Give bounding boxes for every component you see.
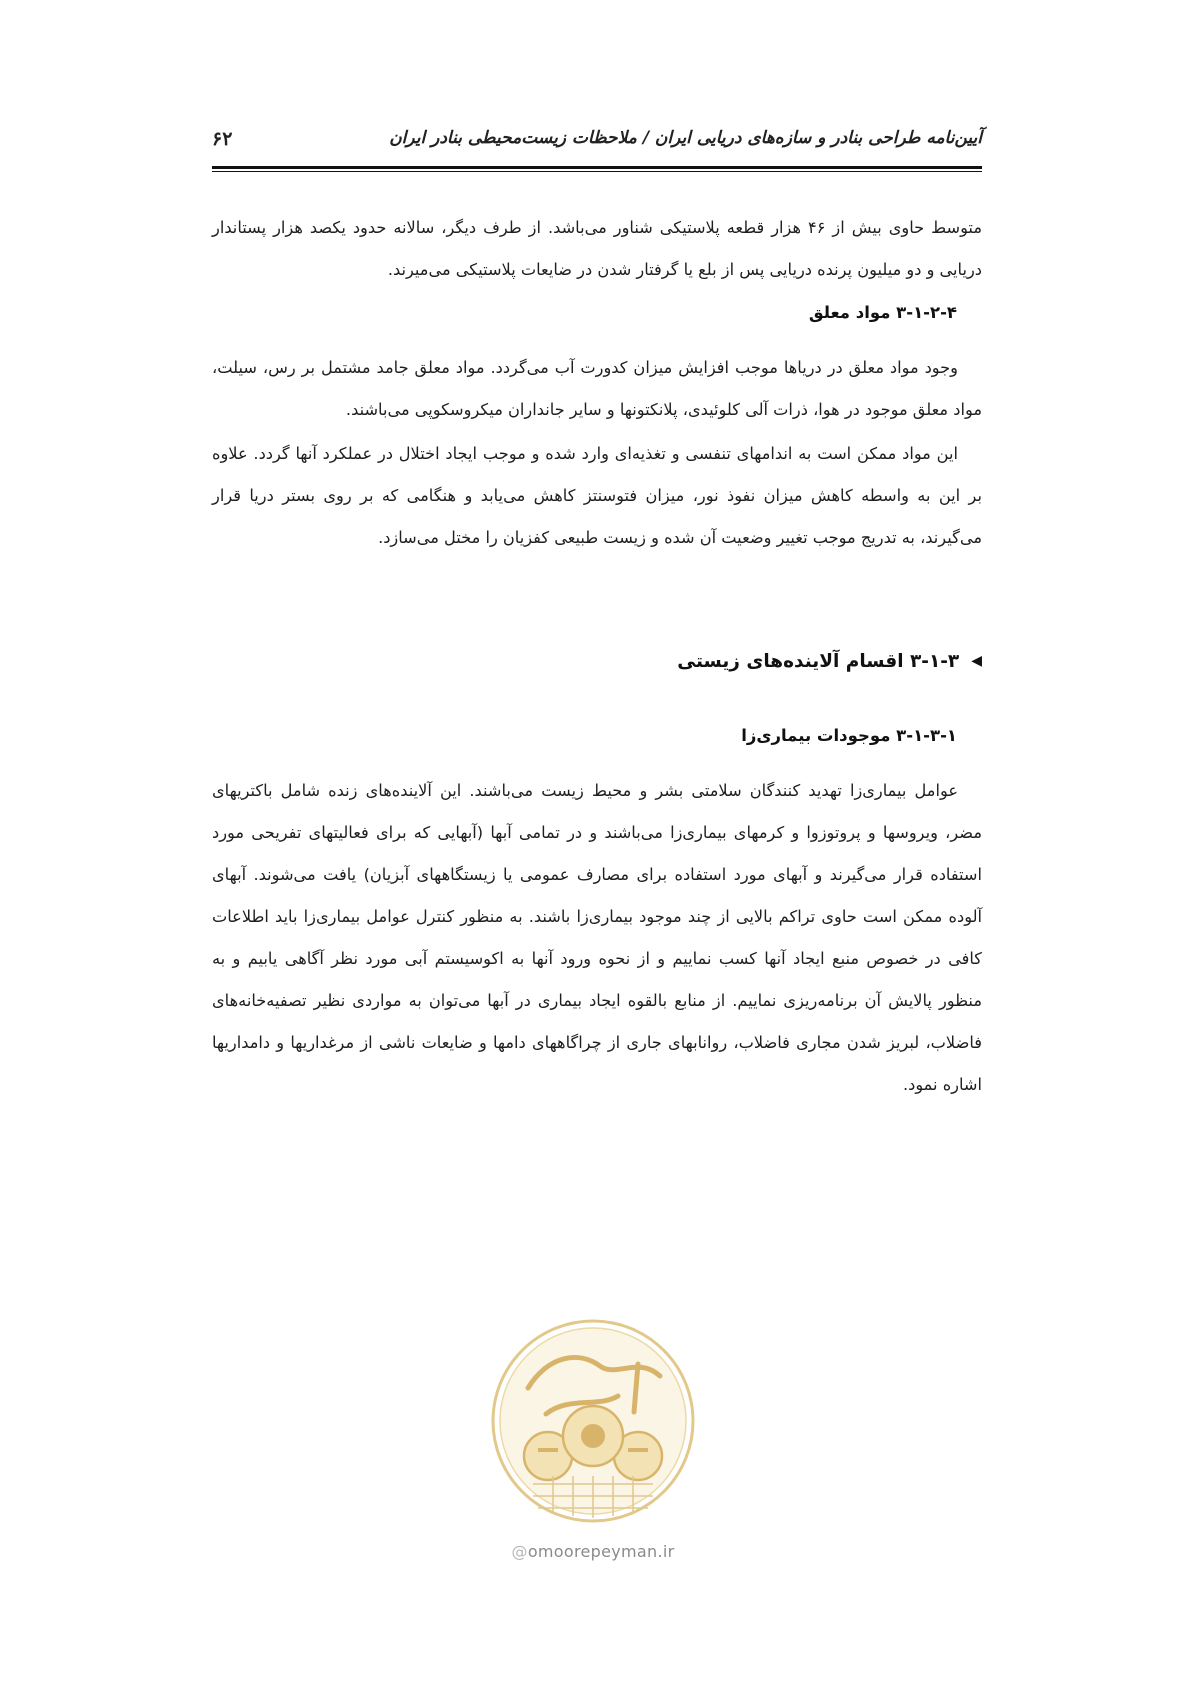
suspended-section bbox=[212, 347, 982, 559]
heading-biological-label: ۳-۱-۳ اقسام آلاینده‌های زیستی bbox=[677, 651, 960, 672]
heading-biological-pollutants bbox=[212, 651, 982, 672]
suspended-paragraph-2: این مواد ممکن است به اندامهای تنفسی و تغذیه‌ای وارد شده و موجب ایجاد اختلال در عملکرد آنها گردد. علاوه بر این به واسطه کاهش میزان نفوذ نور، میزان فتوسنتز کاهش می‌یابد و هنگامی که بر روی بستر دریا قرار می‌گیرند، به تدریج موجب تغییر وضعیت آن شده و زیست طبیعی کفزیان را مختل می‌سازد. bbox=[212, 444, 982, 547]
header-rule-thin bbox=[212, 171, 982, 172]
publisher-seal-logo bbox=[488, 1316, 698, 1526]
intro-paragraph: متوسط حاوی بیش از ۴۶ هزار قطعه پلاستیکی شناور می‌باشد. از طرف دیگر، سالانه حدود یکصد هزار پستاندار دریایی و دو میلیون پرنده دریایی پس از بلع یا گرفتار شدن در ضایعات پلاستیکی می‌میرند. bbox=[212, 218, 982, 279]
heading-suspended-matter: ۳-۱-۲-۴ مواد معلق bbox=[808, 303, 957, 322]
pathogens-section bbox=[212, 770, 982, 1106]
header-title: آیین‌نامه طراحی بنادر و سازه‌های دریایی ایران / ملاحظات زیست‌محیطی بنادر ایران bbox=[389, 128, 982, 148]
running-header bbox=[212, 128, 982, 162]
watermark-url bbox=[488, 1542, 698, 1561]
intro-paragraph-block bbox=[212, 207, 982, 291]
watermark-url-text: omoorepeyman.ir bbox=[527, 1542, 675, 1561]
header-rule-thick bbox=[212, 166, 982, 169]
at-icon: @ bbox=[511, 1542, 528, 1561]
pathogens-paragraph: عوامل بیماری‌زا تهدید کنندگان سلامتی بشر و محیط زیست می‌باشند. این آلاینده‌های زنده شامل باکتریهای مضر، ویروسها و پروتوزوا و کرمهای بیماری‌زا می‌باشند و در تمامی آبها (آبهایی که برای فعالیتهای تفریحی مورد استفاده قرار می‌گیرند و آبهای مورد استفاده برای مصارف عمومی یا زیستگاههای آبزیان) یافت می‌شوند. آبهای آلوده ممکن است حاوی تراکم بالایی از چند موجود بیماری‌زا باشند. به منظور کنترل عوامل بیماری‌زا باید اطلاعات کافی در خصوص منبع ایجاد آنها کسب نماییم و از نحوه ورود آنها به اکوسیستم آبی مورد نظر آگاهی یابیم و به منظور پالایش آن برنامه‌ریزی نماییم. از منابع بالقوه ایجاد بیماری در آبها می‌توان به مواردی نظیر تصفیه‌خانه‌های فاضلاب، لبریز شدن مجاری فاضلاب، روانابهای جاری از چراگاههای دامها و ضایعات ناشی از مرغداریها و دامداریها اشاره نمود. bbox=[212, 781, 982, 1094]
suspended-paragraph-1: وجود مواد معلق در دریاها موجب افزایش میزان کدورت آب می‌گردد. مواد معلق جامد مشتمل بر رس، سیلت، مواد معلق موجود در هوا، ذرات آلی کلوئیدی، پلانکتونها و سایر جانداران میکروسکوپی می‌باشند. bbox=[212, 358, 982, 419]
heading-pathogens: ۳-۱-۳-۱ موجودات بیماری‌زا bbox=[741, 726, 957, 745]
triangle-bullet-icon: ◀ bbox=[971, 653, 982, 669]
page-number: ۶۲ bbox=[212, 128, 233, 150]
